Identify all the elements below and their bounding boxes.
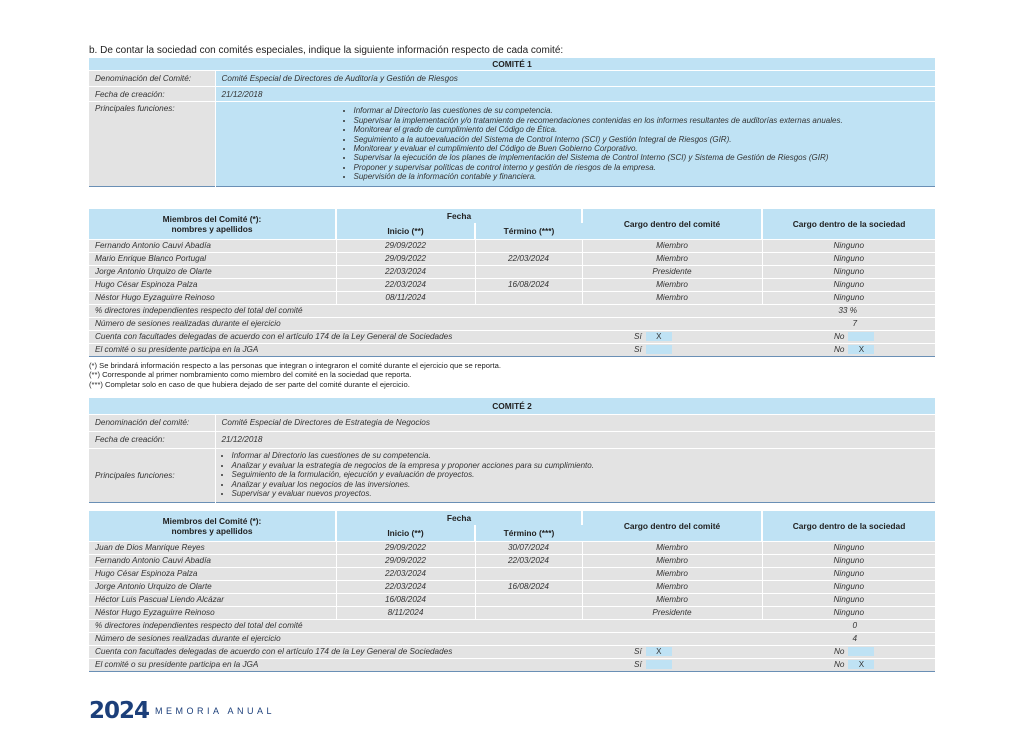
memoria-anual-label: MEMORIA ANUAL [155,706,276,716]
members-header: Miembros del Comité (*): nombres y apellidos [89,209,336,239]
checkbox-mark: X [848,345,874,354]
funcion-item: • Supervisar la ejecución de los planes de implementación del Sistema de Control Interno (SCI) y Sistema de Gestión de Riesgos (GIR) [354,153,930,162]
summary-row-pct: % directores independientes respecto del total del comité 0 [89,619,935,632]
funciones-list [222,451,930,498]
fecha-label: Fecha de creación: [89,87,215,102]
footnotes [89,361,501,389]
table-row: Héctor Luis Pascual Liendo Alcázar 16/08/2024 Miembro Ninguno [89,593,935,606]
checkbox-mark [646,660,672,669]
checkbox-mark [646,345,672,354]
summary-row-facultades: Cuenta con facultades delegadas de acuerdo con el artículo 174 de la Ley General de Sociedades Sí X No [89,330,935,343]
fecha-value: 21/12/2018 [215,431,935,448]
summary-row-sesiones: Número de sesiones realizadas durante el ejercicio 4 [89,632,935,645]
footnote: (**) Corresponde al primer nombramiento como miembro del comité en la sociedad que reporta. [89,370,412,380]
funciones-list [344,106,930,181]
termino-header: Término (***) [475,525,582,541]
funciones-label: Principales funciones: [89,102,215,187]
table-row: Juan de Dios Manrique Reyes 29/09/2022 30/07/2024 Miembro Ninguno [89,541,935,554]
funcion-item: • Analizar y evaluar la estrategia de negocios de la empresa y proponer acciones para su cumplimiento. [232,461,930,470]
jga-no: No X [762,343,935,356]
jga-si: Sí [582,658,762,671]
fecha-header: Fecha [336,511,582,525]
members-header: Miembros del Comité (*): nombres y apellidos [89,511,336,541]
table-row: Néstor Hugo Eyzaguirre Reinoso 08/11/2024 Miembro Ninguno [89,291,935,304]
funcion-item: • Supervisar la implementación y/o tratamiento de recomendaciones contenidas en los informes resultantes de auditorías externas anuales. [354,116,930,125]
summary-row-jga: El comité o su presidente participa en la JGA Sí No X [89,658,935,671]
section-title: b. De contar la sociedad con comités especiales, indique la siguiente información respecto de cada comité: [89,45,564,56]
funcion-item: • Analizar y evaluar los negocios de las inversiones. [232,480,930,489]
denominacion-value: Comité Especial de Directores de Auditoría y Gestión de Riesgos [215,71,935,87]
table-row: Jorge Antonio Urquizo de Olarte 22/03/2024 16/08/2024 Miembro Ninguno [89,580,935,593]
denominacion-value: Comité Especial de Directores de Estrategia de Negocios [215,414,935,431]
table-row: Néstor Hugo Eyzaguirre Reinoso 8/11/2024 Presidente Ninguno [89,606,935,619]
year-logo: 2024 [89,698,150,724]
table-row: Fernando Antonio Cauvi Abadía 29/09/2022 22/03/2024 Miembro Ninguno [89,554,935,567]
footnote: (*) Se brindará información respecto a las personas que integran o integraron el comité durante el ejercicio que se reporta. [89,361,501,370]
committee-1-members [89,209,935,357]
footnote: (***) Completar solo en caso de que hubiera dejado de ser parte del comité durante el ejercicio. [89,379,410,389]
footer-logo [89,698,275,724]
table-row: Hugo César Espinoza Palza 22/03/2024 Miembro Ninguno [89,567,935,580]
funcion-item: • Seguimiento a la autoevaluación del Sistema de Control Interno (SCI) y Gestión Integral de Riesgos (GIR). [354,135,930,144]
table-row: Jorge Antonio Urquizo de Olarte 22/03/2024 Presidente Ninguno [89,265,935,278]
table-row: Hugo César Espinoza Palza 22/03/2024 16/08/2024 Miembro Ninguno [89,278,935,291]
termino-header: Término (***) [475,223,582,239]
funcion-item: • Informar al Directorio las cuestiones de su competencia. [354,106,930,115]
jga-si: Sí [582,343,762,356]
checkbox-mark [848,332,874,341]
funcion-item: • Supervisión de la información contable y financiera. [354,172,930,181]
inicio-header: Inicio (**) [336,525,475,541]
funcion-item: • Informar al Directorio las cuestiones de su competencia. [232,451,930,460]
table-row: Fernando Antonio Cauvi Abadía 29/09/2022 Miembro Ninguno [89,239,935,252]
denominacion-label: Denominación del Comité: [89,71,215,87]
denominacion-label: Denominación del comité: [89,414,215,431]
committee-2-members [89,511,935,672]
committee-1-info [89,58,935,187]
facultades-si: Sí X [582,645,762,658]
funcion-item: • Monitorear y evaluar el cumplimiento del Código de Buen Gobierno Corporativo. [354,144,930,153]
funcion-item: • Proponer y supervisar políticas de control interno y gestión de riesgos de la empresa. [354,163,930,172]
funcion-item: • Monitorear el grado de cumplimiento del Código de Ética. [354,125,930,134]
summary-row-facultades: Cuenta con facultades delegadas de acuerdo con el artículo 174 de la Ley General de Sociedades Sí X No [89,645,935,658]
committee-1-header: COMITÉ 1 [89,58,935,71]
committee-2-info [89,398,935,503]
facultades-no: No [762,330,935,343]
facultades-si: Sí X [582,330,762,343]
inicio-header: Inicio (**) [336,223,475,239]
facultades-no: No [762,645,935,658]
cargo-comite-header: Cargo dentro del comité [582,511,762,541]
checkbox-mark: X [646,647,672,656]
summary-row-jga: El comité o su presidente participa en la JGA Sí No X [89,343,935,356]
jga-no: No X [762,658,935,671]
checkbox-mark: X [848,660,874,669]
funcion-item: • Seguimiento de la formulación, ejecución y evaluación de proyectos. [232,470,930,479]
cargo-comite-header: Cargo dentro del comité [582,209,762,239]
checkbox-mark [848,647,874,656]
cargo-sociedad-header: Cargo dentro de la sociedad [762,511,935,541]
table-row: Mario Enrique Blanco Portugal 29/09/2022 22/03/2024 Miembro Ninguno [89,252,935,265]
funcion-item: • Supervisar y evaluar nuevos proyectos. [232,489,930,498]
fecha-label: Fecha de creación: [89,431,215,448]
summary-row-pct: % directores independientes respecto del total del comité 33 % [89,304,935,317]
summary-row-sesiones: Número de sesiones realizadas durante el ejercicio 7 [89,317,935,330]
funciones-label: Principales funciones: [89,448,215,502]
cargo-sociedad-header: Cargo dentro de la sociedad [762,209,935,239]
committee-2-header: COMITÉ 2 [89,398,935,414]
fecha-header: Fecha [336,209,582,223]
fecha-value: 21/12/2018 [215,87,935,102]
checkbox-mark: X [646,332,672,341]
